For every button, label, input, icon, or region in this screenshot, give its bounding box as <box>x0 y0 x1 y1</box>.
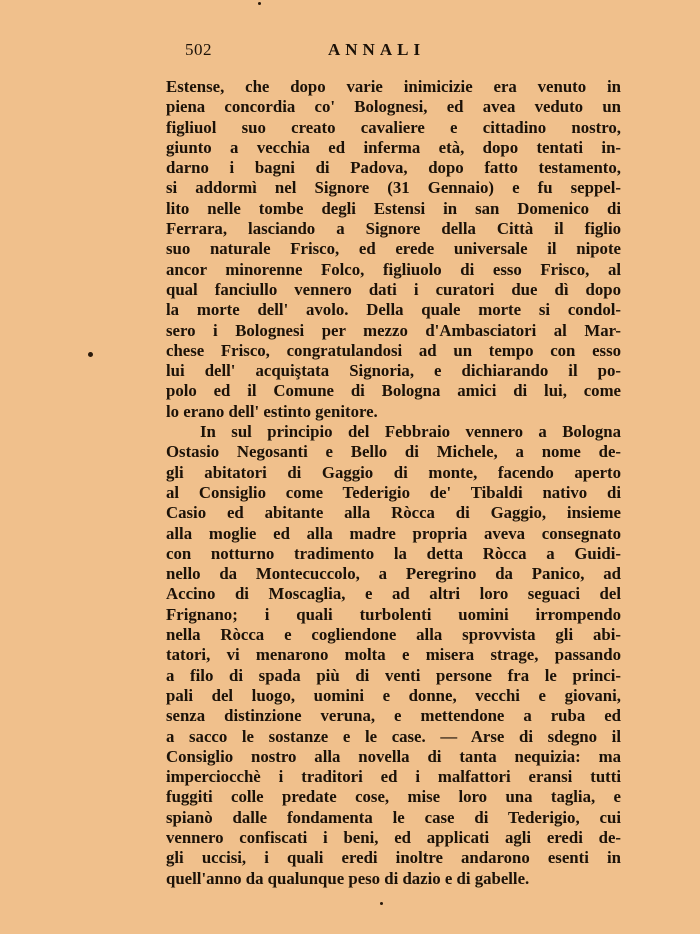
text-line: a filo di spada più di venti persone fra le princi- <box>166 665 621 685</box>
text-line: lito nelle tombe degli Estensi in san Domenico di <box>166 198 621 218</box>
running-title: ANNALI <box>328 40 426 59</box>
text-line: piena concordia co' Bolognesi, ed avea veduto un <box>166 97 621 117</box>
page-header <box>185 40 622 64</box>
text-line: Consiglio nostro alla novella di tanta nequizia: ma <box>166 746 621 766</box>
print-speck <box>258 2 261 5</box>
text-line: si addormì nel Signore (31 Gennaio) e fu seppel- <box>166 178 621 198</box>
text-line: Accino di Moscaglia, e ad altri loro seguaci del <box>166 584 621 604</box>
text-line: lui dell' acquiştata Signoria, e dichiarando il po- <box>166 361 621 381</box>
text-line: con notturno tradimento la detta Ròcca a Guidi- <box>166 543 621 563</box>
text-line: sero i Bolognesi per mezzo d'Ambasciatori al Mar- <box>166 320 621 340</box>
text-line: ancor minorenne Folco, figliuolo di esso Frisco, al <box>166 259 621 279</box>
text-line: qual fanciullo vennero dati i curatori due dì dopo <box>166 279 621 299</box>
text-line: la morte dell' avolo. Della quale morte si condol- <box>166 300 621 320</box>
text-line: Frignano; i quali turbolenti uomini irrompendo <box>166 604 621 624</box>
text-line: suo naturale Frisco, ed erede universale il nipote <box>166 239 621 259</box>
text-line: alla moglie ed alla madre propria aveva consegnato <box>166 523 621 543</box>
text-line: In sul principio del Febbraio vennero a Bologna <box>200 422 621 442</box>
text-line: tatori, vi menarono molta e misera strage, passando <box>166 645 621 665</box>
text-line: vennero confiscati i beni, ed applicati agli eredi de- <box>166 827 621 847</box>
text-line: Casio ed abitante alla Ròcca di Gaggio, insieme <box>166 503 621 523</box>
text-line: pali del luogo, uomini e donne, vecchi e giovani, <box>166 685 621 705</box>
text-line: Ferrara, lasciando a Signore della Città il figlio <box>166 219 621 239</box>
text-line: Estense, che dopo varie inimicizie era venuto in <box>166 77 621 96</box>
text-line: figliuol suo creato cavaliere e cittadino nostro, <box>166 117 621 137</box>
text-line: imperciocchè i traditori ed i malfattori eransi tutti <box>166 767 621 787</box>
text-line: Ostasio Negosanti e Bello di Michele, a nome de- <box>166 442 621 462</box>
text-line: spianò dalle fondamenta le case di Tederigio, cui <box>166 807 621 827</box>
text-line: chese Frisco, congratulandosi ad un tempo con esso <box>166 340 621 360</box>
print-speck <box>88 352 93 357</box>
text-line: gli uccisi, i quali eredi inoltre andarono esenti in <box>166 848 621 868</box>
page-number: 502 <box>185 40 212 59</box>
text-line: nella Ròcca e cogliendone alla sprovvista gli abi- <box>166 625 621 645</box>
text-line: senza distinzione veruna, e mettendone a ruba ed <box>166 706 621 726</box>
body-text <box>166 77 621 889</box>
text-line: polo ed il Comune di Bologna amici di lui, come <box>166 381 621 401</box>
text-line: a sacco le sostanze e le case. — Arse di sdegno il <box>166 726 621 746</box>
text-line: nello da Montecuccolo, a Peregrino da Panico, ad <box>166 564 621 584</box>
text-line: giunto a vecchia ed inferma età, dopo tentati in- <box>166 137 621 157</box>
text-line: gli abitatori di Gaggio di monte, facendo aperto <box>166 462 621 482</box>
text-line: darno i bagni di Padova, dopo fatto testamento, <box>166 158 621 178</box>
text-line: quell'anno da qualunque peso di dazio e di gabelle. <box>166 868 530 888</box>
text-line: lo erano dell' estinto genitore. <box>166 401 378 421</box>
print-speck <box>380 902 383 905</box>
text-line: al Consiglio come Tederigio de' Tibaldi nativo di <box>166 482 621 502</box>
text-line: fuggiti colle predate cose, mise loro una taglia, e <box>166 787 621 807</box>
